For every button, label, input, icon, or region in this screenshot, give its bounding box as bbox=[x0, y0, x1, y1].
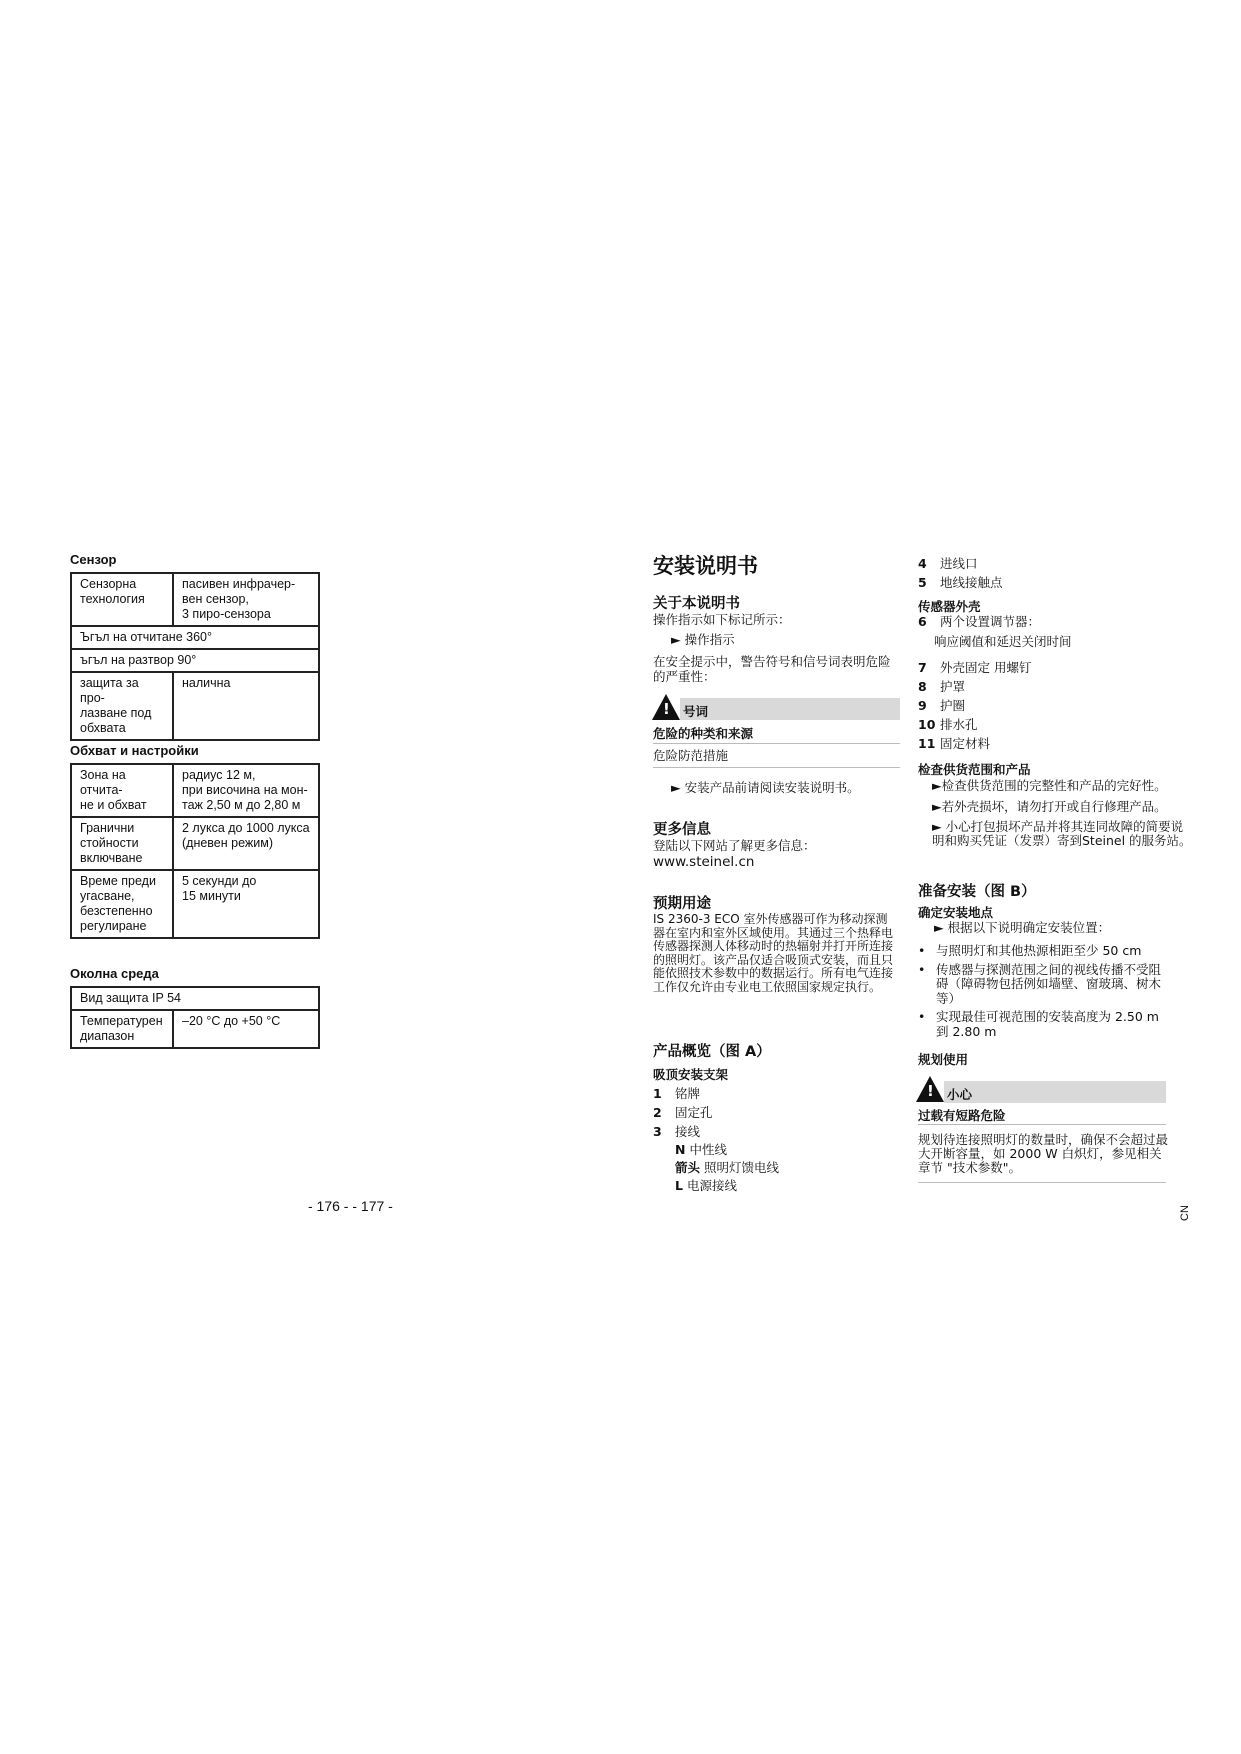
website-link[interactable]: www.steinel.cn bbox=[653, 854, 755, 870]
table-cell: ъгъл на разтвор 90° bbox=[71, 649, 319, 672]
wire-item bbox=[675, 1141, 779, 1159]
section-heading-range: Обхват и настройки bbox=[70, 743, 199, 758]
page-title: 安装说明书 bbox=[653, 554, 758, 578]
item-label: 排水孔 bbox=[940, 717, 978, 732]
section-heading-sensor: Сензор bbox=[70, 552, 117, 567]
caution-signal-word: 小心 bbox=[947, 1087, 973, 1102]
item-number: 7 bbox=[918, 660, 927, 675]
heading-about-manual: 关于本说明书 bbox=[653, 596, 740, 612]
more-info-text: 登陆以下网站了解更多信息： bbox=[653, 838, 816, 853]
heading-check-delivery: 检查供货范围和产品 bbox=[918, 762, 1031, 777]
item-number: 1 bbox=[653, 1086, 662, 1101]
item-number: 2 bbox=[653, 1105, 662, 1120]
table-label-cell: Зона на отчита- не и обхват bbox=[71, 764, 173, 817]
heading-prepare-installation: 准备安装（图 B） bbox=[918, 884, 1036, 900]
divider bbox=[918, 1182, 1166, 1183]
wire-item bbox=[675, 1159, 779, 1177]
item-label: 进线口 bbox=[940, 556, 978, 571]
signal-word: 号词 bbox=[683, 704, 709, 719]
table-row bbox=[71, 573, 319, 626]
item-number: 4 bbox=[918, 556, 927, 571]
table-label-cell: Време преди угасване, безстепенно регулиране bbox=[71, 870, 173, 938]
wire-key: N bbox=[675, 1142, 686, 1157]
read-manual-bullet: ► 安装产品前请阅读安装说明书。 bbox=[671, 780, 860, 795]
intended-use-text: IS 2360-3 ECO 室外传感器可作为移动探测器在室内和室外区域使用。其通过三个热释电传感器探测人体移动时的热辐射并打开所连接的照明灯。该产品仅适合吸顶式安装，而且只能依照技术参数中的数据运行。所有电气连接工作仅允许由专业电工依照国家规定执行。 bbox=[653, 912, 894, 994]
list-item bbox=[918, 658, 1031, 677]
item-number: 10 bbox=[918, 717, 936, 732]
heading-intended-use: 预期用途 bbox=[653, 896, 711, 912]
bullet-text: 传感器与探测范围之间的视线传播不受阻碍（障碍物包括例如墙壁、窗玻璃、树木等） bbox=[936, 961, 1162, 1006]
short-circuit-heading: 过载有短路危险 bbox=[918, 1108, 1006, 1123]
wire-label: 中性线 bbox=[685, 1142, 727, 1157]
item-label: 固定孔 bbox=[675, 1105, 713, 1120]
check-bullet-3: ► 小心打包损坏产品并将其连同故障的简要说明和购买凭证（发票）寄到Steinel 的服务站。 bbox=[932, 819, 1192, 848]
list-item bbox=[918, 614, 1040, 629]
bullet-item bbox=[918, 963, 1168, 1007]
danger-type-heading: 危险的种类和来源 bbox=[653, 726, 754, 741]
short-circuit-text: 规划待连接照明灯的数量时，确保不会超过最大开断容量，如 2000 W 白炽灯，参见相关章节 "技术参数"。 bbox=[918, 1132, 1169, 1175]
wire-key: L bbox=[675, 1178, 683, 1193]
table-cell: Вид защита IP 54 bbox=[71, 987, 319, 1010]
item-number: 11 bbox=[918, 736, 936, 751]
check-bullet-1: ►检查供货范围的完整性和产品的完好性。 bbox=[932, 778, 1167, 793]
wire-label: 照明灯馈电线 bbox=[700, 1160, 779, 1175]
table-row bbox=[71, 649, 319, 672]
overview-item-list bbox=[653, 1084, 713, 1141]
divider bbox=[918, 1124, 1166, 1125]
item-label: 两个设置调节器： bbox=[940, 614, 1041, 629]
warning-bar bbox=[680, 698, 900, 720]
wire-key: 箭头 bbox=[675, 1160, 701, 1175]
item-label: 外壳固定 用螺钉 bbox=[940, 660, 1032, 675]
table-cell: Ъгъл на отчитане 360° bbox=[71, 626, 319, 649]
item-number: 6 bbox=[918, 614, 927, 629]
bullet-item bbox=[918, 944, 1168, 959]
list-item bbox=[653, 1084, 713, 1103]
wire-label: 电源接线 bbox=[682, 1178, 737, 1193]
item-number: 5 bbox=[918, 575, 927, 590]
table-value-cell: пасивен инфрачер- вен сензор, 3 пиро-сензора bbox=[173, 573, 319, 626]
overview-item-list-continued bbox=[918, 554, 1003, 592]
item-label: 地线接触点 bbox=[940, 575, 1003, 590]
table-value-cell: 2 лукса до 1000 лукса (дневен режим) bbox=[173, 817, 319, 870]
wire-list bbox=[675, 1141, 779, 1195]
table-label-cell: Гранични стойности включване bbox=[71, 817, 173, 870]
page-numbers: - 176 - - 177 - bbox=[308, 1198, 393, 1214]
language-side-label: CN bbox=[1178, 1205, 1191, 1221]
divider bbox=[653, 767, 900, 768]
item-6 bbox=[918, 614, 1040, 629]
bullet-dot-icon: • bbox=[918, 961, 926, 977]
heading-sensor-housing: 传感器外壳 bbox=[918, 599, 981, 614]
bullet-text: 与照明灯和其他热源相距至少 50 cm bbox=[936, 943, 1142, 958]
item-label: 护罩 bbox=[940, 679, 966, 694]
location-bullet-list bbox=[918, 944, 1168, 1043]
heading-product-overview: 产品概览（图 A） bbox=[653, 1044, 771, 1060]
table-row bbox=[71, 764, 319, 817]
list-item bbox=[918, 715, 1031, 734]
table-value-cell: налична bbox=[173, 672, 319, 740]
bullet-text: 实现最佳可视范围的安装高度为 2.50 m 到 2.80 m bbox=[936, 1009, 1159, 1039]
table-label-cell: Температурен диапазон bbox=[71, 1010, 173, 1048]
section-heading-environment: Околна среда bbox=[70, 966, 159, 981]
table-value-cell: 5 секунди до 15 минути bbox=[173, 870, 319, 938]
item-label: 护圈 bbox=[940, 698, 966, 713]
location-instruction: ► 根据以下说明确定安装位置： bbox=[934, 920, 1111, 935]
environment-spec-table bbox=[70, 986, 320, 1049]
warning-triangle-icon: ! bbox=[652, 694, 680, 720]
bullet-dot-icon: • bbox=[918, 1009, 926, 1024]
range-spec-table bbox=[70, 763, 320, 939]
list-item bbox=[918, 677, 1031, 696]
list-item bbox=[918, 573, 1003, 592]
heading-more-info: 更多信息 bbox=[653, 822, 711, 838]
heading-plan-usage: 规划使用 bbox=[918, 1052, 969, 1067]
item-label: 铭牌 bbox=[675, 1086, 701, 1101]
table-row bbox=[71, 672, 319, 740]
item-number: 8 bbox=[918, 679, 927, 694]
heading-install-location: 确定安装地点 bbox=[918, 905, 994, 920]
bullet-dot-icon: • bbox=[918, 943, 926, 958]
list-item bbox=[918, 734, 1031, 753]
table-label-cell: Сензорна технология bbox=[71, 573, 173, 626]
list-item bbox=[918, 696, 1031, 715]
housing-item-list bbox=[918, 658, 1031, 753]
item-label: 固定材料 bbox=[940, 736, 991, 751]
item-number: 9 bbox=[918, 698, 927, 713]
table-row bbox=[71, 870, 319, 938]
about-text: 操作指示如下标记所示： bbox=[653, 612, 791, 627]
divider bbox=[653, 743, 900, 744]
item-6-sub: 响应阈值和延迟关闭时间 bbox=[934, 634, 1072, 649]
table-row bbox=[71, 626, 319, 649]
caution-triangle-icon: ! bbox=[916, 1076, 944, 1102]
table-row bbox=[71, 817, 319, 870]
heading-ceiling-bracket: 吸顶安装支架 bbox=[653, 1067, 729, 1082]
item-number: 3 bbox=[653, 1124, 662, 1139]
bullet-item bbox=[918, 1010, 1168, 1039]
safety-text: 在安全提示中，警告符号和信号词表明危险的严重性： bbox=[653, 654, 891, 684]
list-item bbox=[918, 554, 1003, 573]
table-value-cell: радиус 12 м, при височина на мон- таж 2,50 м до 2,80 м bbox=[173, 764, 319, 817]
table-row bbox=[71, 987, 319, 1010]
danger-measure-text: 危险防范措施 bbox=[653, 748, 729, 763]
table-row bbox=[71, 1010, 319, 1048]
item-label: 接线 bbox=[675, 1124, 701, 1139]
list-item bbox=[653, 1103, 713, 1122]
caution-bar bbox=[944, 1081, 1166, 1103]
table-label-cell: защита за про- лазване под обхвата bbox=[71, 672, 173, 740]
wire-item bbox=[675, 1177, 779, 1195]
check-bullet-2: ►若外壳损坏，请勿打开或自行修理产品。 bbox=[932, 799, 1167, 814]
list-item bbox=[653, 1122, 713, 1141]
about-bullet: ► 操作指示 bbox=[671, 632, 735, 647]
table-value-cell: –20 °C до +50 °C bbox=[173, 1010, 319, 1048]
sensor-spec-table bbox=[70, 572, 320, 741]
